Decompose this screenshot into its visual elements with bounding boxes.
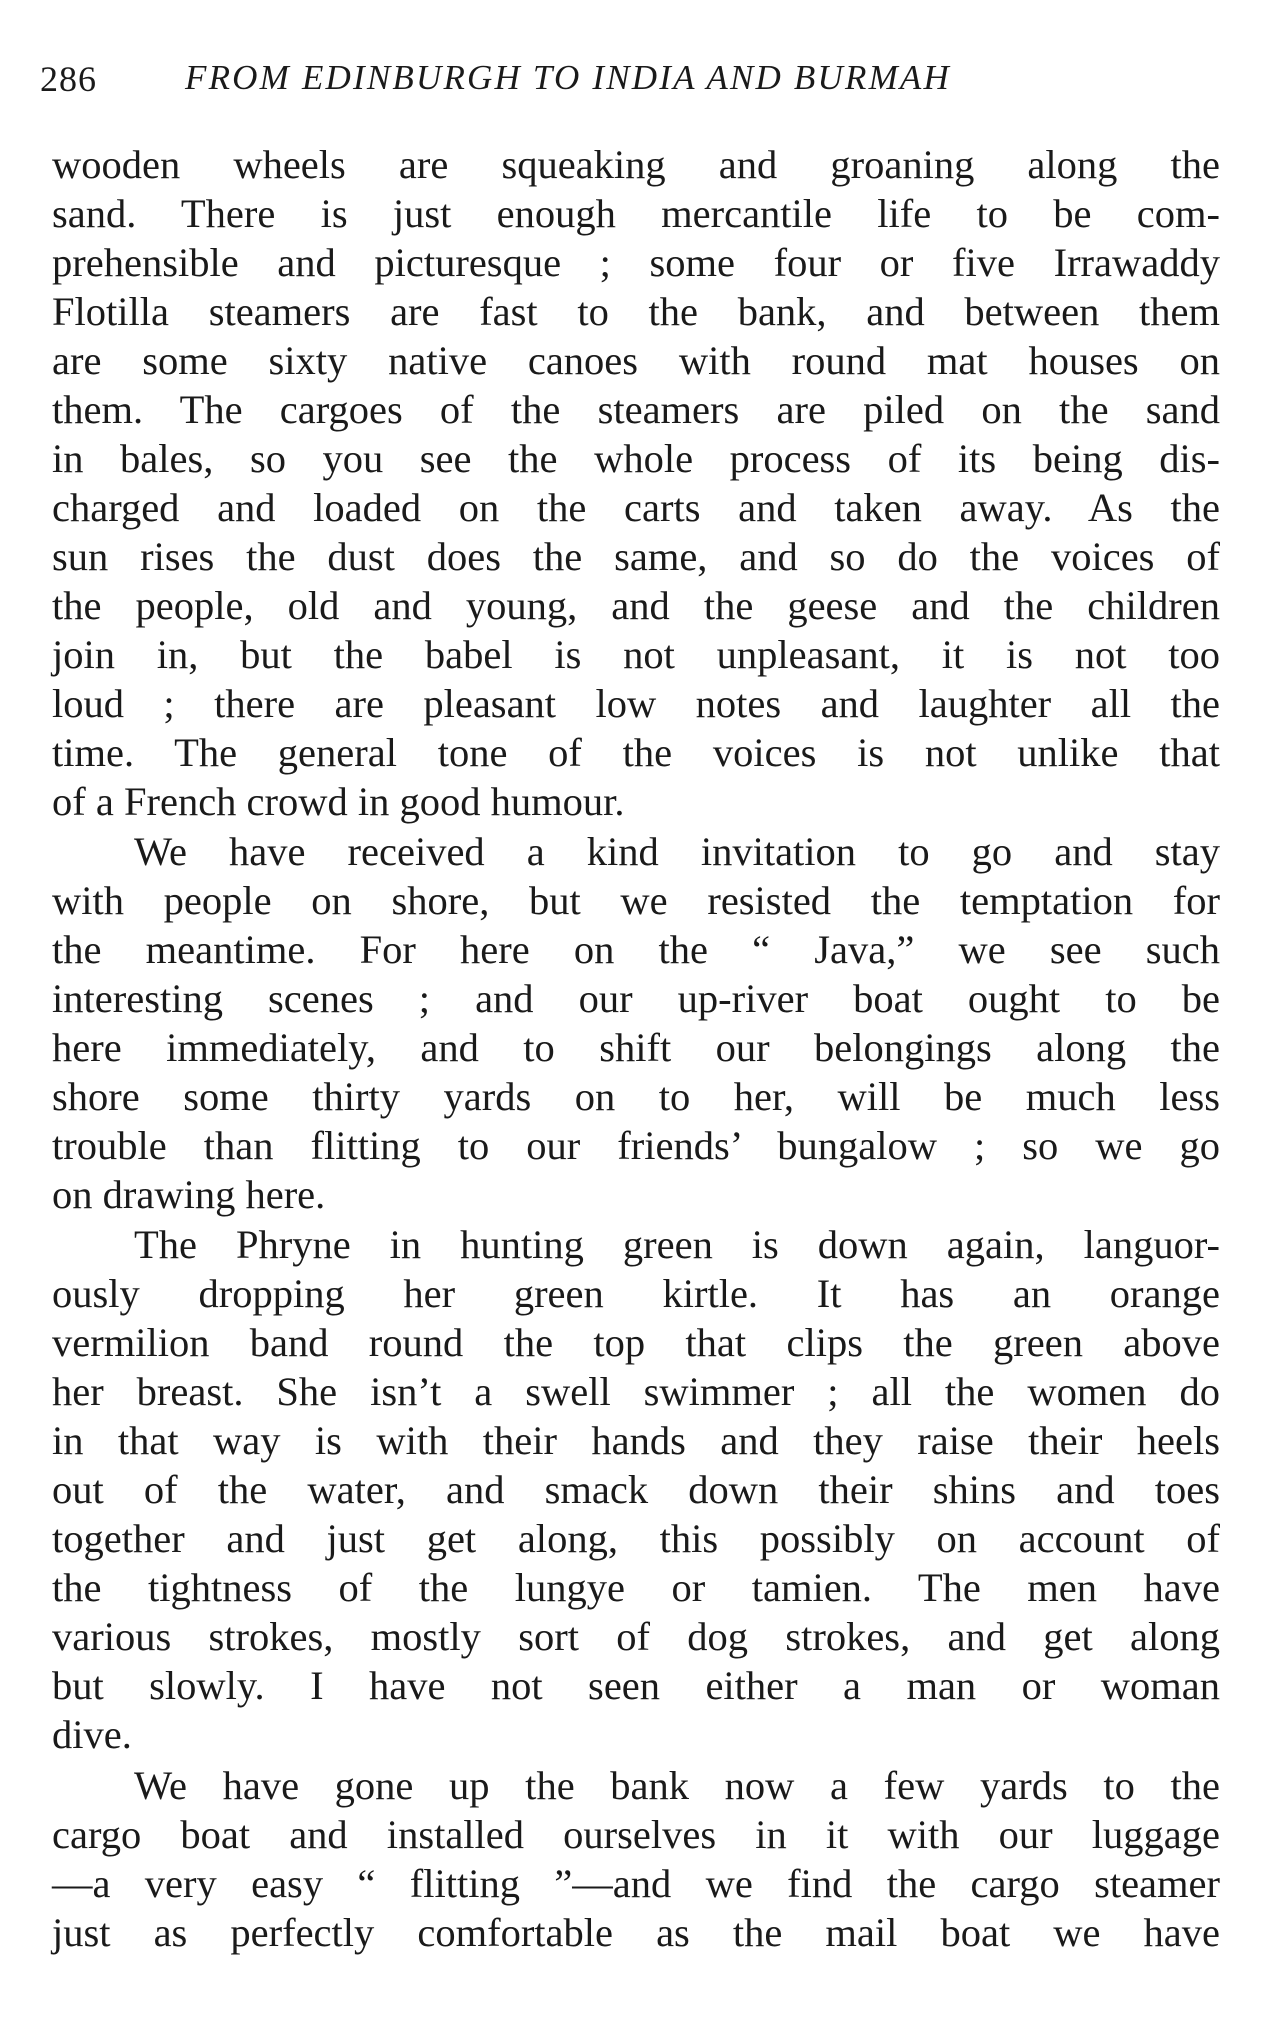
text-line: out of the water, and smack down their shins and toes <box>52 1467 1220 1512</box>
text-line: interesting scenes ; and our up-river boat ought to be <box>52 976 1220 1021</box>
text-line: sand. There is just enough mercantile life to be com- <box>52 191 1220 236</box>
text-line: ously dropping her green kirtle. It has an orange <box>52 1271 1220 1316</box>
text-line: vermilion band round the top that clips the green above <box>52 1320 1220 1365</box>
text-line: on drawing here. <box>52 1172 326 1217</box>
text-line: them. The cargoes of the steamers are piled on the sand <box>52 387 1220 432</box>
running-head <box>40 58 1240 118</box>
text-line: Flotilla steamers are fast to the bank, and between them <box>52 289 1220 334</box>
page-number: 286 <box>40 59 97 99</box>
text-line: The Phryne in hunting green is down again, languor- <box>134 1222 1220 1267</box>
text-line: We have gone up the bank now a few yards to the <box>134 1763 1220 1808</box>
text-line: trouble than flitting to our friends’ bungalow ; so we go <box>52 1123 1220 1168</box>
text-line: here immediately, and to shift our belongings along the <box>52 1025 1220 1070</box>
text-line: of a French crowd in good humour. <box>52 779 625 824</box>
text-line: together and just get along, this possibly on account of <box>52 1516 1220 1561</box>
text-line: the tightness of the lungye or tamien. The men have <box>52 1565 1220 1610</box>
text-line: are some sixty native canoes with round mat houses on <box>52 338 1220 383</box>
text-line: various strokes, mostly sort of dog strokes, and get along <box>52 1614 1220 1659</box>
text-line: loud ; there are pleasant low notes and laughter all the <box>52 681 1220 726</box>
text-line: with people on shore, but we resisted the temptation for <box>52 878 1220 923</box>
text-line: dive. <box>52 1712 132 1757</box>
text-line: cargo boat and installed ourselves in it with our luggage <box>52 1812 1220 1857</box>
text-line: time. The general tone of the voices is not unlike that <box>52 730 1220 775</box>
text-line: charged and loaded on the carts and taken away. As the <box>52 485 1220 530</box>
text-line: just as perfectly comfortable as the mail boat we have <box>52 1910 1220 1955</box>
text-line: the people, old and young, and the geese and the children <box>52 583 1220 628</box>
text-line: prehensible and picturesque ; some four or five Irrawaddy <box>52 240 1220 285</box>
text-line: but slowly. I have not seen either a man or woman <box>52 1663 1220 1708</box>
text-line: in bales, so you see the whole process of its being dis- <box>52 436 1220 481</box>
text-line: —a very easy “ flitting ”—and we find the cargo steamer <box>52 1861 1220 1906</box>
text-line: shore some thirty yards on to her, will be much less <box>52 1074 1220 1119</box>
text-line: in that way is with their hands and they raise their heels <box>52 1418 1220 1463</box>
running-title: FROM EDINBURGH TO INDIA AND BURMAH <box>185 58 951 97</box>
text-line: We have received a kind invitation to go and stay <box>134 829 1220 874</box>
text-line: wooden wheels are squeaking and groaning along the <box>52 142 1220 187</box>
text-line: the meantime. For here on the “ Java,” we see such <box>52 927 1220 972</box>
text-line: join in, but the babel is not unpleasant, it is not too <box>52 632 1220 677</box>
text-line: sun rises the dust does the same, and so do the voices of <box>52 534 1220 579</box>
text-line: her breast. She isn’t a swell swimmer ; all the women do <box>52 1369 1220 1414</box>
